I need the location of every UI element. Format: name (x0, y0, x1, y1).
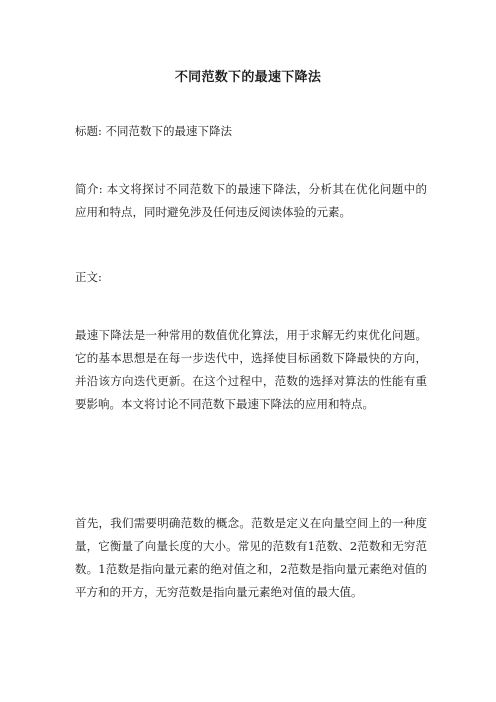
body-label: 正文: (75, 270, 102, 284)
body-paragraph-1: 最速下降法是一种常用的数值优化算法，用于求解无约束优化问题。它的基本思想是在每一步迭代中，选择使目标函数下降最快的方向，并沿该方向迭代更新。在这个过程中，范数的选择对算法的性能有重要影响。本文将讨论不同范数下最速下降法的应用和特点。 (75, 328, 427, 411)
summary-paragraph: 简介: 本文将探讨不同范数下的最速下降法，分析其在优化问题中的应用和特点，同时避免涉及任何违反阅读体验的元素。 (75, 182, 427, 219)
body-paragraph-2: 首先，我们需要明确范数的概念。范数是定义在向量空间上的一种度量，它衡量了向量长度的大小。常见的范数有1范数、2范数和无穷范数。1范数是指向量元素的绝对值之和，2范数是指向量元素绝对值的平方和的开方，无穷范数是指向量元素绝对值的最大值。 (75, 516, 427, 599)
document-heading: 不同范数下的最速下降法 (174, 70, 322, 85)
title-line: 标题: 不同范数下的最速下降法 (75, 124, 233, 138)
